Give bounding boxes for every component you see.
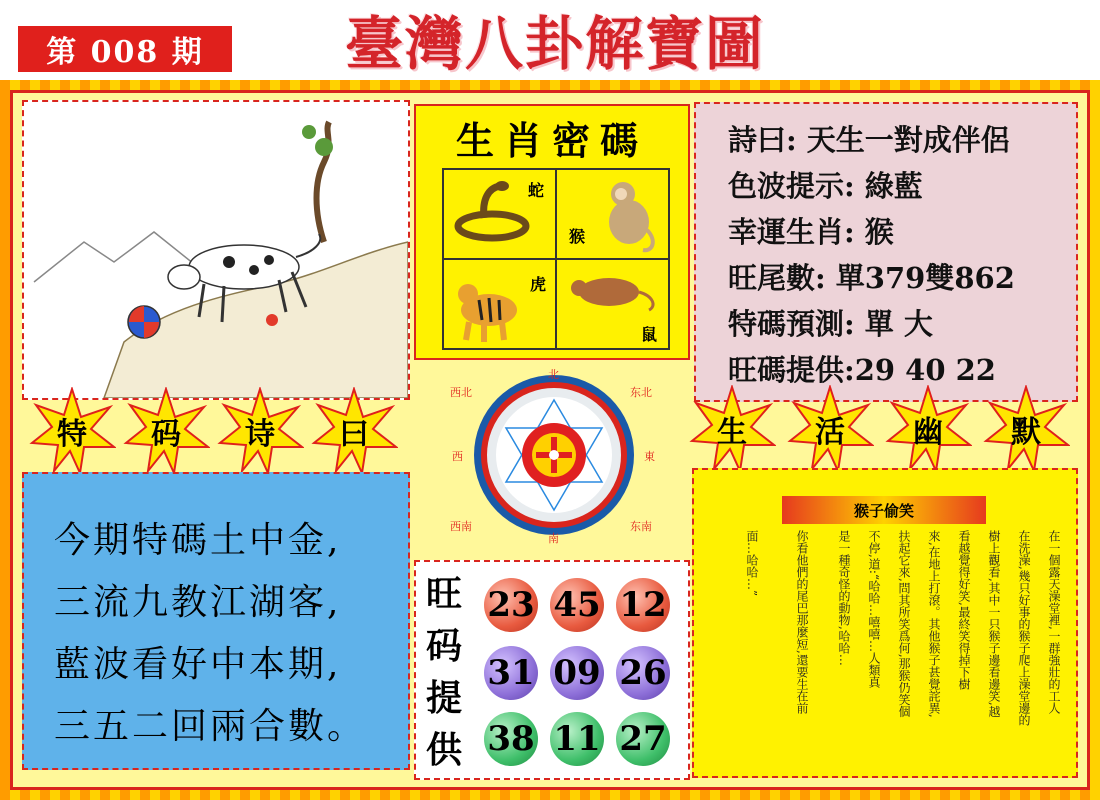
joke-text-column: 在一個露天澡堂裡,一群強壯的工人 bbox=[1047, 530, 1061, 714]
number-ball: 26 bbox=[616, 646, 670, 700]
joke-text-column: 扶起它來,問其所笑爲何,那猴仍笑個 bbox=[897, 530, 911, 718]
info-panel bbox=[694, 102, 1078, 402]
label-char: 旺 bbox=[425, 573, 462, 615]
joke-text-column: 看越覺得好笑,最終笑得掉下樹 bbox=[957, 530, 971, 690]
zodiac-label-snake: 蛇 bbox=[528, 181, 545, 200]
wheel-label-ne: 东北 bbox=[630, 386, 652, 399]
lucky-codes: 旺碼提供:29 40 22 bbox=[728, 353, 996, 387]
zodiac-label-tiger: 虎 bbox=[530, 275, 547, 294]
bagua-wheel bbox=[440, 368, 668, 545]
number-ball: 31 bbox=[484, 646, 538, 700]
wheel-label-s: 南 bbox=[548, 532, 559, 545]
lucky-numbers-panel bbox=[414, 560, 690, 780]
dog-ball-illustration bbox=[24, 102, 408, 398]
zodiac-cell-snake bbox=[443, 169, 556, 259]
number-ball: 27 bbox=[616, 712, 670, 766]
star-text: 码 bbox=[151, 417, 181, 452]
joke-text-column: 來,在地上打滾。其他猴子甚覺詫異, bbox=[927, 530, 941, 718]
number-ball: 38 bbox=[484, 712, 538, 766]
number-ball: 11 bbox=[550, 712, 604, 766]
joke-text-column: 是一種奇怪的動物,哈哈… bbox=[837, 530, 851, 666]
wheel-label-w: 西 bbox=[452, 450, 463, 463]
wheel-label-se: 东南 bbox=[630, 520, 652, 533]
joke-text-column: 不停,道:“哈哈…嘻嘻…人類真 bbox=[867, 530, 881, 688]
wheel-label-sw: 西南 bbox=[450, 520, 472, 533]
page-title: 臺灣八卦解寶圖 bbox=[344, 10, 765, 78]
wheel-label-nw: 西北 bbox=[450, 386, 472, 399]
label-char: 提 bbox=[425, 677, 462, 719]
star-badge bbox=[786, 385, 874, 473]
star-badge bbox=[122, 387, 210, 475]
label-char: 供 bbox=[425, 729, 462, 771]
star-text: 活 bbox=[815, 415, 845, 450]
poem-line: 今期特碼土中金, bbox=[54, 520, 342, 561]
star-badge bbox=[688, 385, 776, 473]
poem-panel bbox=[22, 472, 410, 770]
zodiac-cell-monkey bbox=[556, 169, 669, 259]
special-code-prediction: 特碼預測: 單 大 bbox=[728, 307, 933, 341]
zodiac-label-rat: 鼠 bbox=[641, 325, 658, 344]
star-badge bbox=[310, 387, 398, 475]
star-badge bbox=[216, 387, 304, 475]
wheel-label-e: 東 bbox=[644, 450, 655, 463]
number-ball: 23 bbox=[484, 578, 538, 632]
zodiac-panel-title: 生肖密碼 bbox=[455, 118, 648, 163]
lucky-numbers-label bbox=[420, 568, 468, 776]
zodiac-code-panel bbox=[414, 104, 690, 360]
issue-badge: 第 008 期 bbox=[18, 26, 232, 72]
poem-line: 三流九教江湖客, bbox=[54, 582, 342, 623]
color-wave-hint: 色波提示: 綠藍 bbox=[728, 169, 923, 203]
wheel-label-n: 北 bbox=[548, 368, 559, 381]
zodiac-cell-rat bbox=[556, 259, 669, 349]
zodiac-label-monkey: 猴 bbox=[569, 227, 586, 246]
lucky-tail-numbers: 旺尾數: 單379雙862 bbox=[728, 261, 1015, 295]
joke-title: 猴子偷笑 bbox=[782, 496, 986, 524]
star-text: 幽 bbox=[913, 415, 943, 450]
star-text: 生 bbox=[717, 415, 747, 450]
star-text: 默 bbox=[1011, 415, 1041, 450]
joke-text-column: 面…哈哈…” bbox=[745, 530, 759, 597]
star-text: 曰 bbox=[339, 417, 369, 452]
label-char: 码 bbox=[425, 625, 462, 667]
zodiac-cell-tiger bbox=[443, 259, 556, 349]
star-text: 特 bbox=[57, 417, 87, 452]
number-ball: 09 bbox=[550, 646, 604, 700]
joke-text-column: 你看他們的尾巴那麼短,還要生在前 bbox=[795, 530, 809, 714]
star-badge bbox=[982, 385, 1070, 473]
zodiac-grid bbox=[442, 168, 670, 350]
star-badge bbox=[884, 385, 972, 473]
star-text: 诗 bbox=[245, 417, 275, 452]
joke-panel bbox=[692, 468, 1078, 778]
poem-hint: 詩曰: 天生一對成伴侶 bbox=[728, 123, 1010, 157]
lucky-zodiac: 幸運生肖: 猴 bbox=[728, 215, 894, 249]
poem-line: 藍波看好中本期, bbox=[54, 644, 342, 685]
number-ball: 45 bbox=[550, 578, 604, 632]
star-badge bbox=[28, 387, 116, 475]
joke-text-column: 在洗澡,幾只好事的猴子爬上澡堂邊的 bbox=[1017, 530, 1031, 726]
joke-text-column: 樹上觀看,其中一只猴子邊看邊笑,越 bbox=[987, 530, 1001, 718]
number-ball: 12 bbox=[616, 578, 670, 632]
illustration-panel bbox=[22, 100, 410, 400]
poem-line: 三五二回兩合數。 bbox=[54, 706, 367, 747]
